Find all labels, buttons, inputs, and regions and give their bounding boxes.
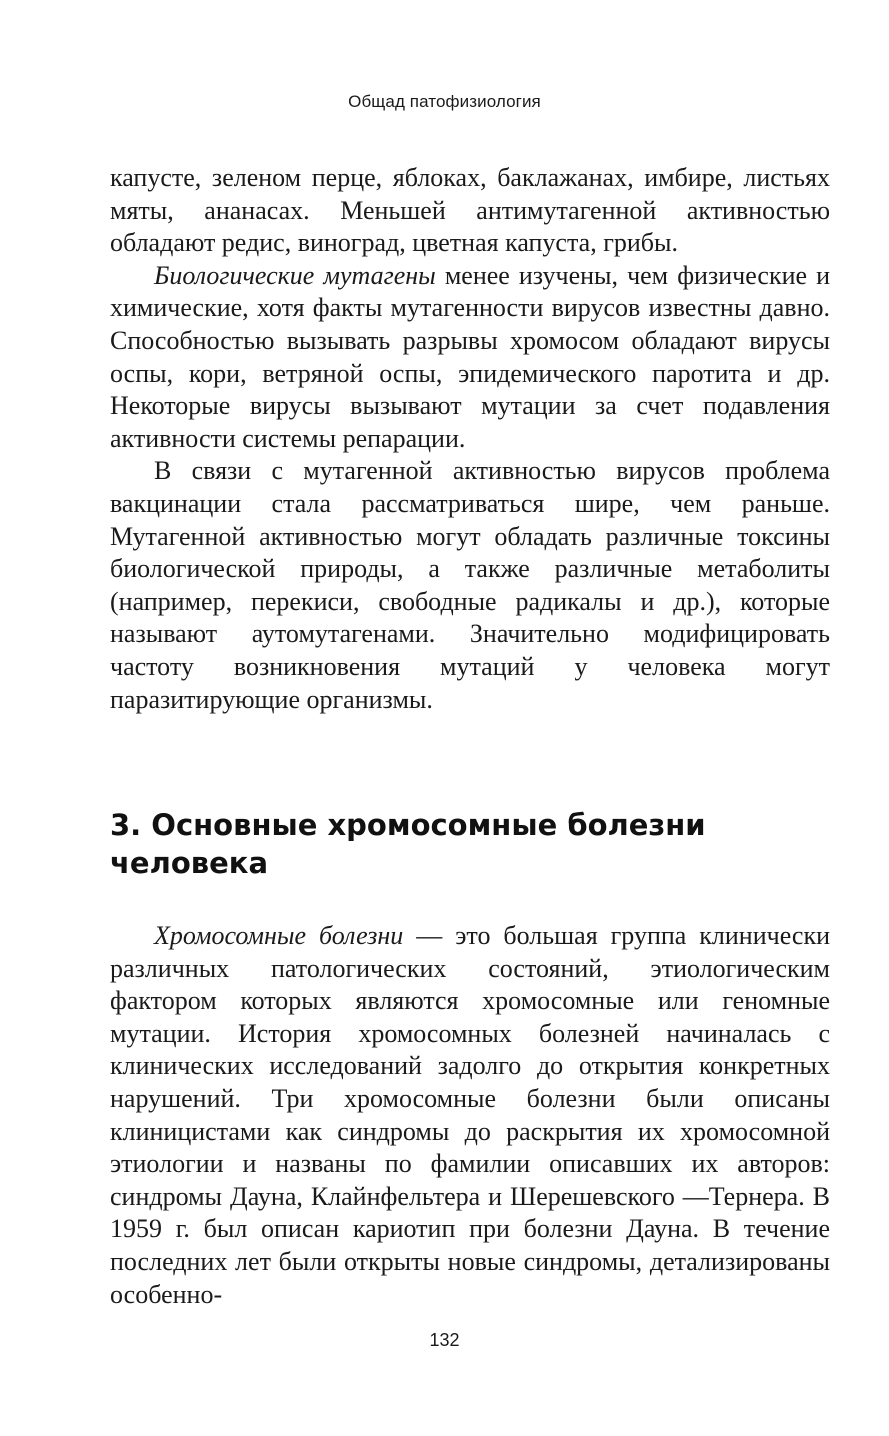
page-number: 132 [429, 1330, 460, 1350]
paragraph-text: В связи с мутагенной активностью вирусов проблема вакцинации стала рассматриваться шире, чем раньше. Мутагенной активностью могут обладать различные токсины биологической природы, а также различные метаболиты (например, перекиси, свободные радикалы и др.), которые называют аутомутагенами. Значительно модифицировать частоту возникновения мутаций у человека могут паразитирующие организмы. [110, 456, 830, 714]
paragraph-text: — это большая группа клинически различных патологических состояний, этиологическим фактором которых являются хромосомные или геномные мутации. История хромосомных болезней начиналась с клинических исследований задолго до открытия конкретных нарушений. Три хромосомные болезни были описаны клиницистами как синдромы до раскрытия их хромосомной этиологии и названы по фамилии описавших их авторов: синдромы Дауна, Клайнфельтера и Шерешевского —Тернера. В 1959 г. был описан кариотип при болезни Дауна. В течение последних лет были открыты новые синдромы, детализированы особенно- [110, 921, 830, 1309]
paragraph-text: менее изучены, чем физические и химические, хотя факты мутагенности вирусов известны давно. Способностью вызывать разрывы хромосом обладают вирусы оспы, кори, ветряной оспы, эпидемического паротита и др. Некоторые вирусы вызывают мутации за счет подавления активности системы репарации. [110, 260, 830, 453]
paragraph-chromosomal-diseases [110, 920, 830, 1311]
section-title-line1: 3. Основные хромосомные болезни [110, 808, 706, 842]
paragraph-vaccination [110, 455, 830, 716]
body-text-bottom [110, 920, 830, 1311]
paragraph-biological-mutagens [110, 260, 830, 456]
section-title-line2: человека [110, 846, 269, 880]
section-title [110, 806, 830, 882]
paragraph-text: капусте, зеленом перце, яблоках, баклажанах, имбире, листьях мяты, ананасах. Меньшей антимутагенной активностью обладают редис, виноград, цветная капуста, грибы. [110, 163, 830, 258]
body-text-top [110, 162, 830, 716]
paragraph-continuation [110, 162, 830, 260]
paragraph-lead-term: Хромосомные болезни [154, 921, 404, 950]
running-head: Общад патофизиология [348, 92, 541, 111]
paragraph-lead-term: Биологические мутагены [154, 260, 436, 290]
